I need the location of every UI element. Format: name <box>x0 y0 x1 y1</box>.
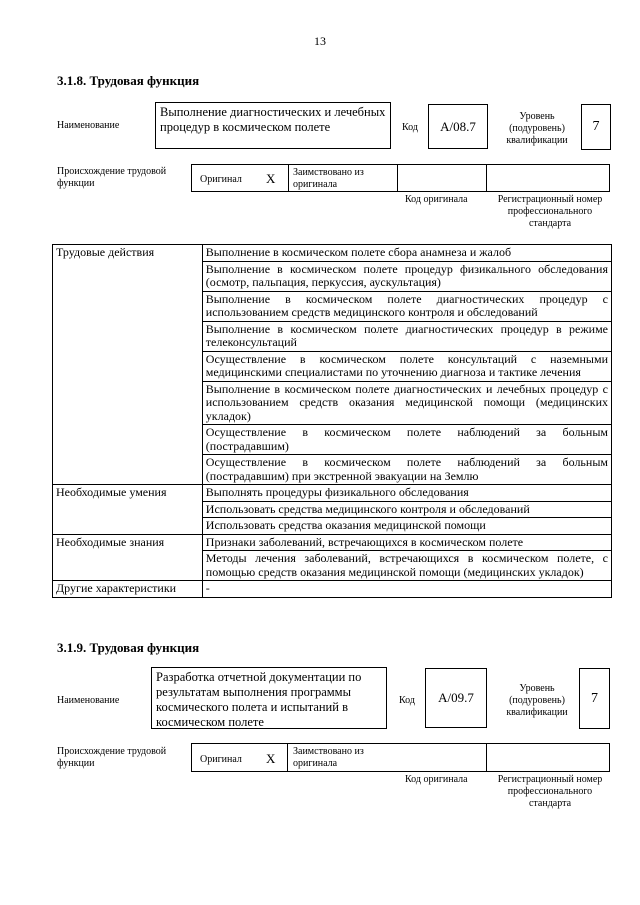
knowledge-item: Методы лечения заболеваний, встречающихся в космическом полете, с помощью средств оказания медицинской помощи (медицинских укладок) <box>202 551 611 581</box>
name-label: Наименование <box>57 120 120 131</box>
original-checkmark: X <box>266 751 276 766</box>
original-label: Оригинал <box>200 754 242 765</box>
reg-number-label: Регистрационный номер профессионального стандарта <box>497 774 603 809</box>
level-label: Уровень (подуровень) квалификации <box>506 683 568 718</box>
labor-action-item: Осуществление в космическом полете консультаций с наземными медицинскими специалистами по уточнению диагноза и тактике лечения <box>202 351 611 381</box>
knowledge-label: Необходимые знания <box>53 534 203 581</box>
labor-actions-label: Трудовые действия <box>53 245 203 485</box>
knowledge-item: Признаки заболеваний, встречающихся в космическом полете <box>202 534 611 551</box>
section-heading: 3.1.9. Трудовая функция <box>57 640 200 655</box>
level-field: 7 <box>581 104 611 150</box>
section-heading: 3.1.8. Трудовая функция <box>57 73 200 88</box>
function-table <box>52 244 612 598</box>
divider <box>287 743 288 772</box>
borrowed-label: Заимствовано из оригинала <box>293 746 364 769</box>
code-original-label: Код оригинала <box>405 194 468 205</box>
level-field: 7 <box>579 668 610 729</box>
function-name-field: Разработка отчетной документации по результатам выполнения программы космического полета и испытаний в космическом полете <box>151 667 387 729</box>
labor-action-item: Выполнение в космическом полете диагностических процедур с использованием средств медицинского контроля и обследований <box>202 291 611 321</box>
skill-item: Использовать средства оказания медицинской помощи <box>202 518 611 535</box>
code-original-label: Код оригинала <box>405 774 468 785</box>
labor-action-item: Выполнение в космическом полете процедур физикального обследования (осмотр, пальпация, перкуссия, аускультация) <box>202 261 611 291</box>
original-checkmark: X <box>266 171 276 186</box>
code-label: Код <box>402 122 418 133</box>
skills-label: Необходимые умения <box>53 485 203 535</box>
page-number: 13 <box>314 34 326 48</box>
code-label: Код <box>399 695 415 706</box>
divider <box>288 164 289 192</box>
table-row <box>53 534 612 551</box>
original-label: Оригинал <box>200 174 242 185</box>
origin-table <box>191 743 610 772</box>
skill-item: Использовать средства медицинского контроля и обследований <box>202 501 611 518</box>
divider <box>486 164 487 192</box>
level-label: Уровень (подуровень) квалификации <box>506 111 568 146</box>
table-row <box>53 245 612 262</box>
borrowed-label: Заимствовано из оригинала <box>293 167 364 190</box>
name-label: Наименование <box>57 695 120 706</box>
table-row <box>53 581 612 598</box>
other-value: - <box>202 581 611 598</box>
reg-number-label: Регистрационный номер профессионального стандарта <box>497 194 603 229</box>
function-name-field: Выполнение диагностических и лечебных процедур в космическом полете <box>155 102 391 149</box>
origin-table <box>191 164 610 192</box>
code-field: А/08.7 <box>428 104 488 149</box>
skill-item: Выполнять процедуры физикального обследования <box>202 485 611 502</box>
other-label: Другие характеристики <box>53 581 203 598</box>
labor-action-item: Осуществление в космическом полете наблюдений за больным (пострадавшим) <box>202 425 611 455</box>
table-row <box>53 485 612 502</box>
divider <box>397 164 398 192</box>
labor-action-item: Осуществление в космическом полете наблюдений за больным (пострадавшим) при экстренной эвакуации на Землю <box>202 455 611 485</box>
labor-action-item: Выполнение в космическом полете сбора анамнеза и жалоб <box>202 245 611 262</box>
labor-action-item: Выполнение в космическом полете диагностических процедур в режиме телеконсультаций <box>202 321 611 351</box>
origin-label: Происхождение трудовой функции <box>57 166 167 189</box>
origin-label: Происхождение трудовой функции <box>57 746 167 769</box>
code-field: А/09.7 <box>425 668 487 728</box>
labor-action-item: Выполнение в космическом полете диагностических и лечебных процедур с использованием средств оказания медицинской помощи (медицинских укладок) <box>202 381 611 425</box>
divider <box>486 743 487 772</box>
